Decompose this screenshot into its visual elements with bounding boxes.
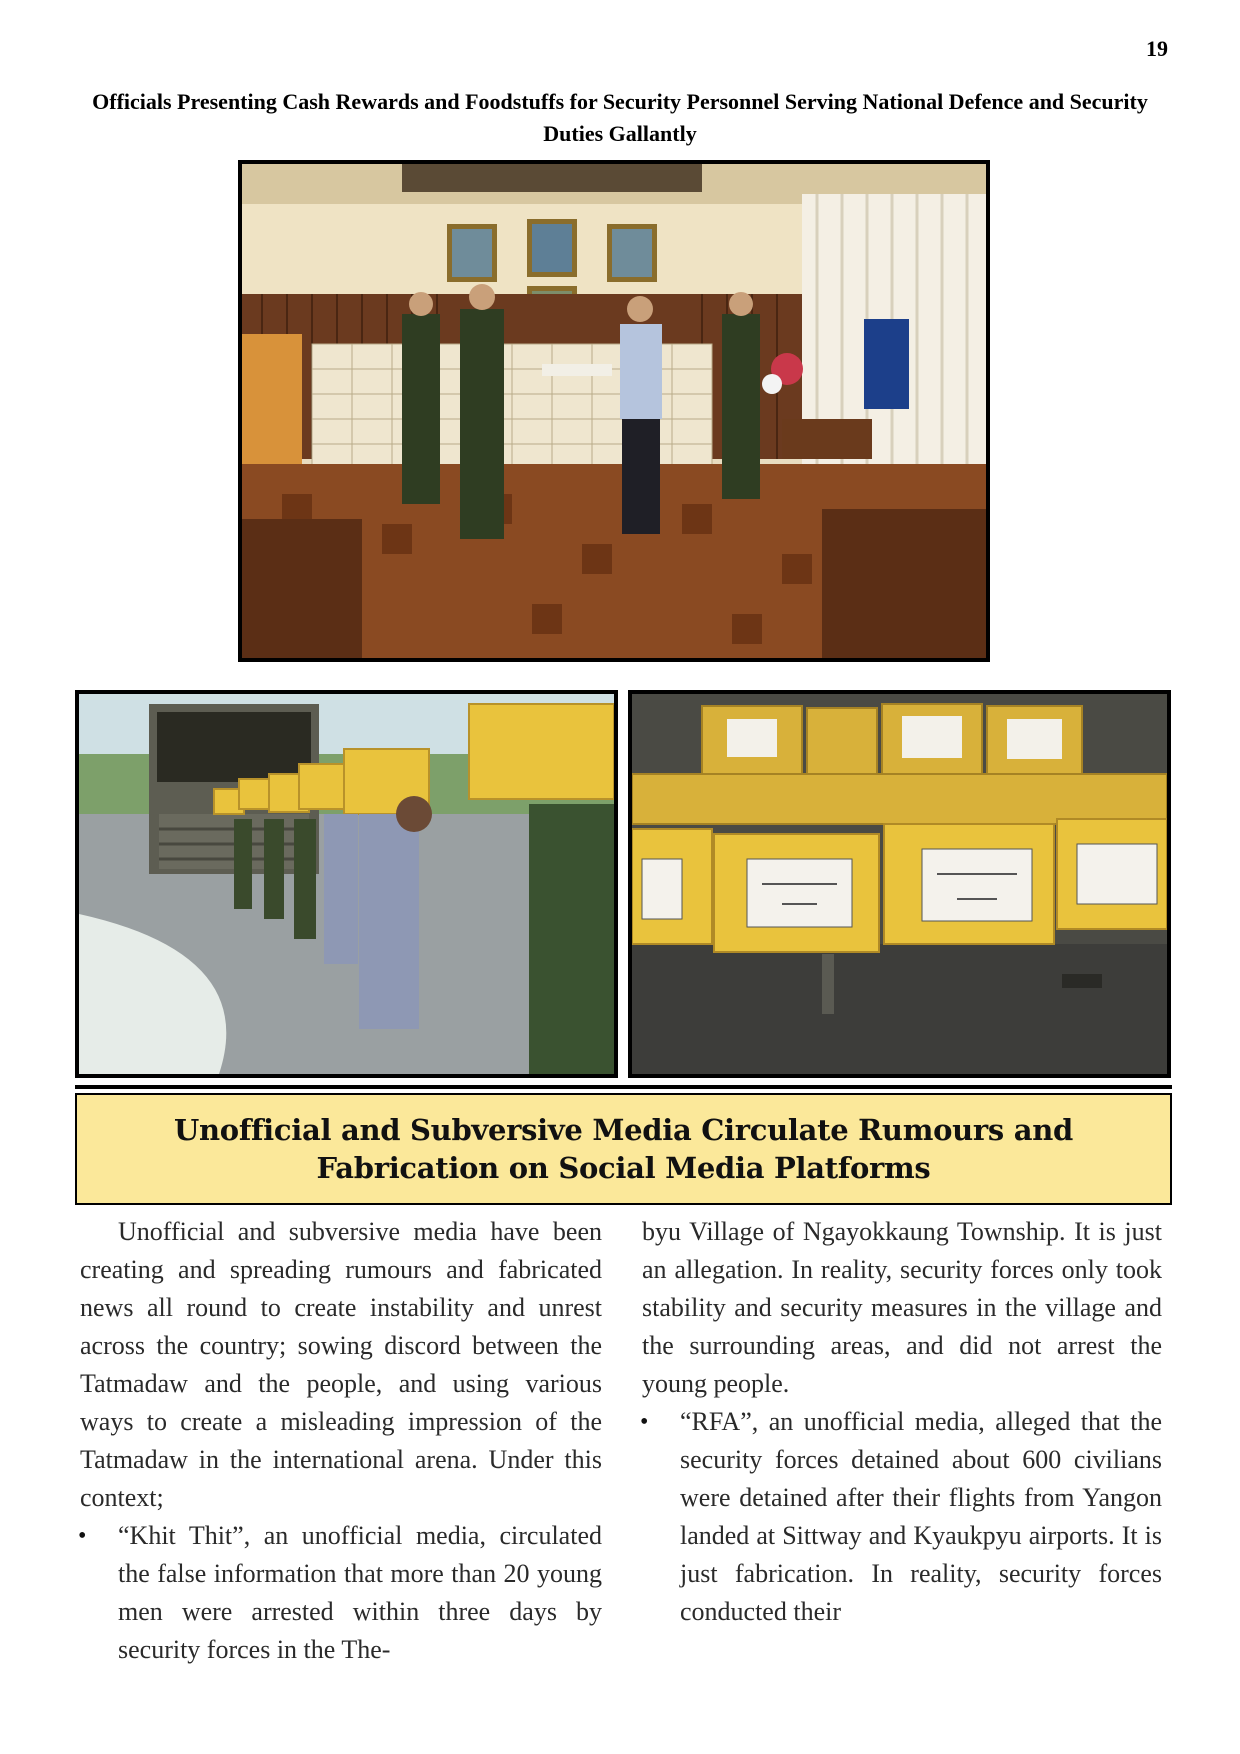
bullet-text: “Khit Thit”, an unofficial media, circulated the false information that more than 20 young men were arrested within three days by security forces in the The- [118,1521,602,1664]
bullet-icon: • [78,1523,87,1549]
page-number: 19 [1146,36,1168,61]
bullet-continuation: byu Village of Ngayokkaung Township. It is just an allegation. In reality, security forces only took stability and security measures in the village and the surrounding areas, and did not arrest the young people. [642,1217,1162,1398]
article-intro: Unofficial and subversive media have been creating and spreading rumours and fabricated news all round to create instability and unrest across the country; sowing discord between the Tatmadaw and the people, and using various ways to create a misleading impression of the Tatmadaw in the international arena. Under this context; [80,1217,602,1512]
ceremony-photo-image [242,164,986,658]
cargo-boxes-photo-image [632,694,1167,1074]
cargo-boxes-photo [628,690,1171,1078]
article-column-right [642,1213,1162,1631]
bullet-item-khit-thit [80,1517,602,1669]
bullet-text: “RFA”, an unofficial media, alleged that the security forces detained about 600 civilians were detained after their flights from Yangon landed at Sittway and Kyaukpyu airports. It is just fabrication. In reality, security forces conducted their [680,1407,1162,1626]
bullet-icon: • [640,1409,649,1435]
bullet-item-rfa [642,1403,1162,1631]
article-column-left [80,1213,602,1669]
unloading-photo-image [79,694,614,1074]
photo-caption: Officials Presenting Cash Rewards and Foodstuffs for Security Personnel Serving National Defence and Security Duties Gallantly [92,89,1148,146]
headline-box [75,1093,1172,1205]
ceremony-photo [238,160,990,662]
section-divider [75,1085,1172,1089]
article-headline: Unofficial and Subversive Media Circulate Rumours and Fabrication on Social Media Platforms [174,1113,1073,1185]
unloading-photo [75,690,618,1078]
